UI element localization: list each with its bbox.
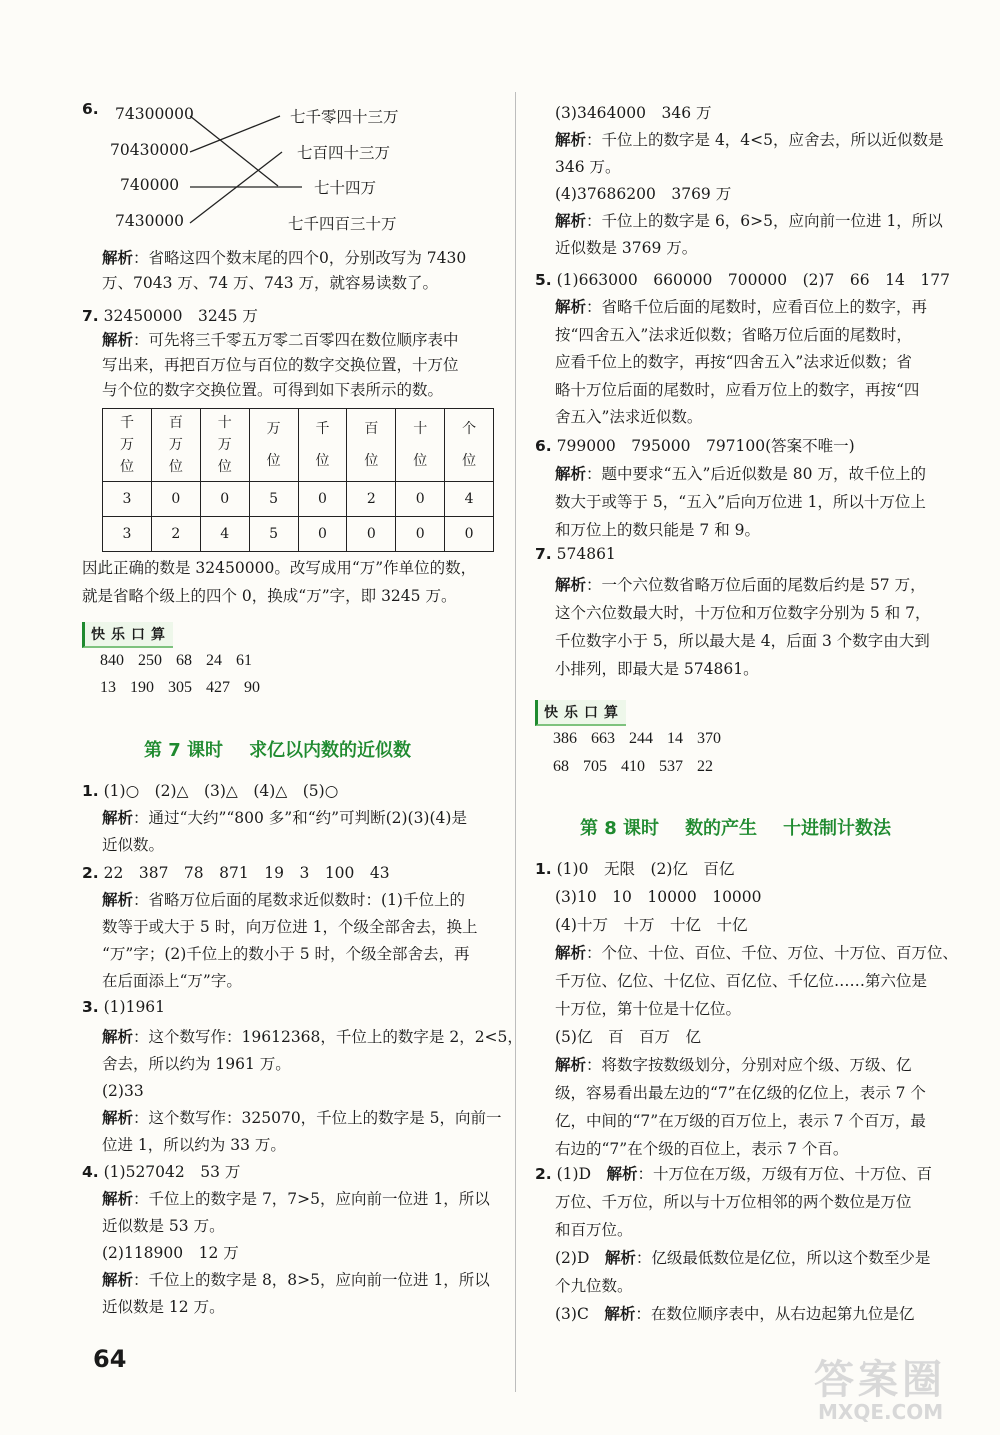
header-text: 百位 [364, 421, 379, 469]
column-divider [515, 92, 516, 1392]
table-header-cell [347, 409, 396, 482]
analysis-text: 在后面添上“万”字。 [102, 972, 242, 990]
header-text: 万位 [266, 421, 281, 469]
table-cell: 2 [151, 517, 200, 552]
analysis-text: ：千位上的数字是 6，6>5，应向前一位进 1，所以 [586, 212, 943, 230]
analysis [102, 887, 478, 995]
mental-answer: 840 [100, 652, 124, 669]
analysis-text: 略十万位后面的尾数时，应看万位上的数字，再按“四 [555, 380, 920, 399]
table-cell: 5 [249, 517, 298, 552]
analysis-text: 346 万。 [555, 158, 621, 176]
mental-answer: 90 [244, 679, 260, 696]
answer-text: (4)37686200 3769 万 [555, 185, 732, 203]
watermark-url: MXQE.COM [818, 1400, 944, 1424]
mental-answer: 14 [667, 730, 683, 747]
answer-text: 574861 [556, 545, 616, 563]
conclusion [82, 554, 476, 610]
analysis-text: 按“四舍五入”法求近似数；省略万位后面的尾数时， [555, 325, 912, 344]
analysis-text: ：这个数写作：325070，千位上的数字是 5，向前一 [133, 1109, 502, 1127]
match-number: 7430000 [115, 212, 185, 230]
analysis-text: 数等于或大于 5 时，向万位进 1，个级全部舍去，换上 [102, 918, 478, 936]
lesson-title: 数的产生 [685, 818, 758, 839]
answer-text: 22 387 78 871 19 3 100 43 [103, 864, 390, 882]
answer-text: (2)33 [102, 1082, 144, 1100]
question-number: 4. [82, 1163, 99, 1181]
analysis-text: 亿，中间的“7”在万级的百万位上，表示 7 个百万，最 [555, 1112, 926, 1130]
analysis-label: 解析 [555, 576, 587, 594]
analysis-text: 近似数。 [102, 836, 165, 854]
question-2 [82, 861, 390, 883]
question-number: 2. [82, 864, 99, 882]
table-header-cell [445, 409, 494, 482]
question-number: 1. [535, 860, 552, 878]
analysis-text: ：千位上的数字是 7，7>5，应向前一位进 1，所以 [133, 1190, 490, 1208]
mental-answer: 68 [176, 652, 192, 669]
analysis-text: 近似数是 53 万。 [102, 1217, 225, 1235]
analysis-text: ：一个六位数省略万位后面的尾数后约是 57 万， [586, 576, 926, 594]
answer-text: (2)D [555, 1249, 590, 1267]
question-number: 3. [82, 998, 99, 1016]
analysis-text: 万位、千万位，所以与十万位相邻的两个数位是万位 [555, 1193, 912, 1211]
question-4 [82, 1160, 240, 1182]
mental-answer: 190 [130, 679, 154, 696]
question-number: 7. [82, 307, 99, 325]
analysis-label: 解析 [555, 465, 587, 483]
table-header-cell [249, 409, 298, 482]
matching-lines [82, 0, 502, 240]
analysis [102, 1186, 490, 1321]
question-7 [535, 545, 616, 563]
lesson-heading [580, 814, 891, 840]
analysis-text: ：省略这四个数末尾的四个0，分别改写为 7430 [133, 249, 467, 267]
table-cell: 0 [298, 482, 347, 517]
header-text: 十万位 [217, 414, 232, 475]
answer-text: (3)C [555, 1305, 589, 1323]
question-5 [535, 268, 950, 290]
analysis-label: 解析 [102, 1109, 134, 1127]
analysis-label: 解析 [102, 1028, 134, 1046]
table-cell: 3 [103, 482, 152, 517]
mental-answer: 537 [659, 758, 683, 775]
lesson-number: 第 7 课时 [144, 740, 224, 761]
question-number: 2. [535, 1165, 552, 1183]
answer-text: (1)0 无限 (2)亿 百亿 [556, 860, 735, 878]
table-cell: 0 [200, 482, 249, 517]
mental-answer: 61 [236, 652, 252, 669]
mental-answer: 386 [553, 730, 577, 747]
analysis-text: ：这个数写作：19612368，千位上的数字是 2，2<5， [133, 1028, 523, 1046]
analysis-label: 解析 [555, 944, 587, 962]
analysis-label: 解析 [555, 298, 587, 316]
question-2 [535, 1160, 932, 1328]
analysis [555, 294, 927, 432]
analysis-text: ：在数位顺序表中，从右边起第九位是亿 [635, 1305, 915, 1323]
match-line [190, 116, 280, 152]
table-cell: 4 [445, 482, 494, 517]
analysis [102, 246, 466, 296]
analysis-text: ：十万位在万级，万级有万位、十万位、百 [637, 1165, 933, 1183]
analysis-text: ：可先将三千零五万零二百零四在数位顺序表中 [133, 331, 459, 349]
analysis-label: 解析 [555, 131, 587, 149]
analysis-text: 应看千位上的数字，再按“四舍五入”法求近似数；省 [555, 353, 912, 371]
question-1 [82, 779, 338, 801]
table-header-cell [298, 409, 347, 482]
answer-text: (1)527042 53 万 [103, 1163, 241, 1181]
mental-answer: 370 [697, 730, 721, 747]
analysis-label: 解析 [102, 891, 134, 909]
analysis-label: 解析 [102, 1190, 134, 1208]
mental-answer: 663 [591, 730, 615, 747]
analysis [555, 460, 926, 544]
analysis-text: 这个六位数最大时，十万位和万位数字分别为 5 和 7， [555, 604, 931, 622]
table-row [103, 517, 494, 552]
analysis-text: ：将数字按数级划分，分别对应个级、万级、亿 [586, 1056, 912, 1074]
analysis-text: 和百万位。 [555, 1221, 633, 1239]
table-cell: 5 [249, 482, 298, 517]
analysis [102, 1024, 523, 1159]
table-cell: 0 [445, 517, 494, 552]
lesson-title: 求亿以内数的近似数 [249, 740, 412, 761]
analysis-label: 解析 [102, 809, 134, 827]
analysis-text: ：千位上的数字是 8，8>5，应向前一位进 1，所以 [133, 1271, 490, 1289]
match-number: 740000 [120, 176, 180, 194]
question-number: 1. [82, 782, 99, 800]
mental-answer: 705 [583, 758, 607, 775]
analysis-text: “万”字；(2)千位上的数小于 5 时，个级全部舍去，再 [102, 945, 470, 963]
analysis-label: 解析 [102, 249, 134, 267]
analysis-text: 数大于或等于 5，“五入”后向万位进 1，所以十万位上 [555, 493, 926, 511]
question-number: 5. [535, 271, 552, 289]
table-header-cell [151, 409, 200, 482]
mental-answer: 13 [100, 679, 116, 696]
mental-answer: 22 [697, 758, 713, 775]
table-row [103, 482, 494, 517]
mental-math-row [100, 652, 266, 670]
analysis-text: 舍去，所以约为 1961 万。 [102, 1055, 291, 1073]
table-cell: 4 [200, 517, 249, 552]
header-text: 百万位 [168, 414, 183, 475]
answer-text: (5)亿 百 百万 亿 [555, 1028, 701, 1046]
analysis [102, 805, 467, 859]
mental-answer: 250 [138, 652, 162, 669]
analysis-label: 解析 [604, 1305, 636, 1323]
table-cell: 3 [103, 517, 152, 552]
analysis-text: 近似数是 3769 万。 [555, 239, 698, 257]
table-cell: 2 [347, 482, 396, 517]
analysis-text: 个九位数。 [555, 1277, 633, 1295]
analysis-text: ：省略千位后面的尾数时，应看百位上的数字，再 [586, 298, 928, 316]
lesson-number: 第 8 课时 [580, 818, 660, 839]
mental-answer: 68 [553, 758, 569, 775]
lesson-heading [144, 736, 411, 762]
table-cell: 0 [396, 517, 445, 552]
match-number: 70430000 [110, 141, 189, 159]
mental-math-tag: 快乐口算 [535, 700, 626, 726]
question-6 [535, 434, 855, 456]
analysis-text: 级，容易看出最左边的“7”在亿级的亿位上，表示 7 个 [555, 1084, 926, 1102]
lesson-title: 十进制计数法 [783, 818, 892, 839]
header-text: 千位 [315, 421, 330, 469]
analysis-text: 万、7043 万、74 万、743 万，就容易读数了。 [102, 274, 439, 292]
answer-text: (1)D [556, 1165, 592, 1183]
analysis-label: 解析 [604, 1249, 636, 1267]
answer-text: (1)1961 [103, 998, 166, 1016]
question-4-continued [555, 100, 944, 262]
question-number: 7. [535, 545, 552, 563]
answer-text: (1)663000 660000 700000 (2)7 66 14 177 [556, 271, 950, 289]
header-text: 千万位 [119, 414, 134, 475]
analysis-label: 解析 [102, 1271, 134, 1289]
analysis-text: ：千位上的数字是 4，4<5，应舍去，所以近似数是 [586, 131, 944, 149]
analysis-text: 位进 1，所以约为 33 万。 [102, 1136, 286, 1154]
table-cell: 0 [347, 517, 396, 552]
table-cell: 0 [298, 517, 347, 552]
table-header-cell [200, 409, 249, 482]
table-header-cell [103, 409, 152, 482]
analysis-text: ：通过“大约”“800 多”和“约”可判断(2)(3)(4)是 [133, 809, 467, 827]
analysis-label: 解析 [102, 331, 134, 349]
mental-answer: 24 [206, 652, 222, 669]
place-value-table [102, 408, 494, 552]
question-number: 6. [535, 437, 552, 455]
analysis [555, 571, 931, 683]
analysis-text: ：个位、十位、百位、千位、万位、十万位、百万位、 [586, 944, 959, 962]
mental-answer: 427 [206, 679, 230, 696]
analysis-text: ：题中要求“五入”后近似数是 80 万，故千位上的 [586, 465, 926, 483]
header-text: 十位 [413, 421, 428, 469]
question-1-body [555, 883, 958, 1163]
conclusion-text: 就是省略个级上的四个 0，换成“万”字，即 3245 万。 [82, 587, 457, 605]
table-cell: 0 [151, 482, 200, 517]
mental-math-tag: 快乐口算 [82, 622, 173, 648]
analysis-text: 和万位上的数只能是 7 和 9。 [555, 521, 761, 539]
answer-text: 32450000 3245 万 [103, 307, 258, 325]
analysis-text: 与个位的数字交换位置。可得到如下表所示的数。 [102, 381, 444, 399]
analysis-label: 解析 [555, 1056, 587, 1074]
analysis-text: ：亿级最低数位是亿位，所以这个数至少是 [635, 1249, 931, 1267]
analysis-text: 十万位，第十位是十亿位。 [555, 1000, 742, 1018]
answer-text: (4)十万 十万 十亿 十亿 [555, 916, 748, 934]
match-word: 七十四万 [314, 179, 377, 197]
analysis-label: 解析 [555, 212, 587, 230]
analysis-text: ：省略万位后面的尾数求近似数时：(1)千位上的 [133, 891, 465, 909]
mental-math-row [553, 730, 735, 748]
match-word: 七百四十三万 [297, 144, 391, 162]
answer-text: (1)○ (2)△ (3)△ (4)△ (5)○ [103, 782, 339, 800]
match-word: 七千零四十三万 [290, 108, 399, 126]
analysis-text: 舍五入”法求近似数。 [555, 408, 703, 426]
analysis-text: 小排列，即最大是 574861。 [555, 660, 759, 678]
header-text: 个位 [462, 421, 477, 469]
analysis-text: 千万位、亿位、十亿位、百亿位、千亿位……第六位是 [555, 972, 928, 990]
table-header-row [103, 409, 494, 482]
table-header-cell [396, 409, 445, 482]
question-number: 6. [82, 100, 99, 118]
analysis-text: 千位数字小于 5，所以最大是 4，后面 3 个数字由大到 [555, 632, 930, 650]
analysis-text: 写出来，再把百万位与百位的数字交换位置，十万位 [102, 356, 459, 374]
answer-text: (3)10 10 10000 10000 [555, 888, 762, 906]
question-3 [82, 998, 165, 1016]
analysis-text: 右边的“7”在个级的百位上，表示 7 个百。 [555, 1140, 849, 1158]
answer-text: (2)118900 12 万 [102, 1244, 239, 1262]
mental-answer: 244 [629, 730, 653, 747]
match-line [190, 116, 278, 186]
mental-answer: 410 [621, 758, 645, 775]
analysis-label: 解析 [606, 1165, 638, 1183]
page-number: 64 [93, 1345, 127, 1373]
match-word: 七千四百三十万 [288, 215, 397, 233]
mental-math-row [100, 679, 274, 697]
conclusion-text: 因此正确的数是 32450000。改写成用“万”作单位的数， [82, 559, 477, 577]
analysis [102, 328, 459, 403]
question-7 [82, 304, 258, 326]
answer-text: 799000 795000 797100(答案不唯一) [556, 437, 855, 455]
answer-text: (3)3464000 346 万 [555, 104, 712, 122]
watermark-logo: 答案圈 [814, 1357, 946, 1403]
analysis-text: 近似数是 12 万。 [102, 1298, 225, 1316]
match-number: 74300000 [115, 105, 194, 123]
mental-math-row [553, 758, 727, 776]
mental-answer: 305 [168, 679, 192, 696]
table-cell: 0 [396, 482, 445, 517]
question-1 [535, 857, 734, 879]
